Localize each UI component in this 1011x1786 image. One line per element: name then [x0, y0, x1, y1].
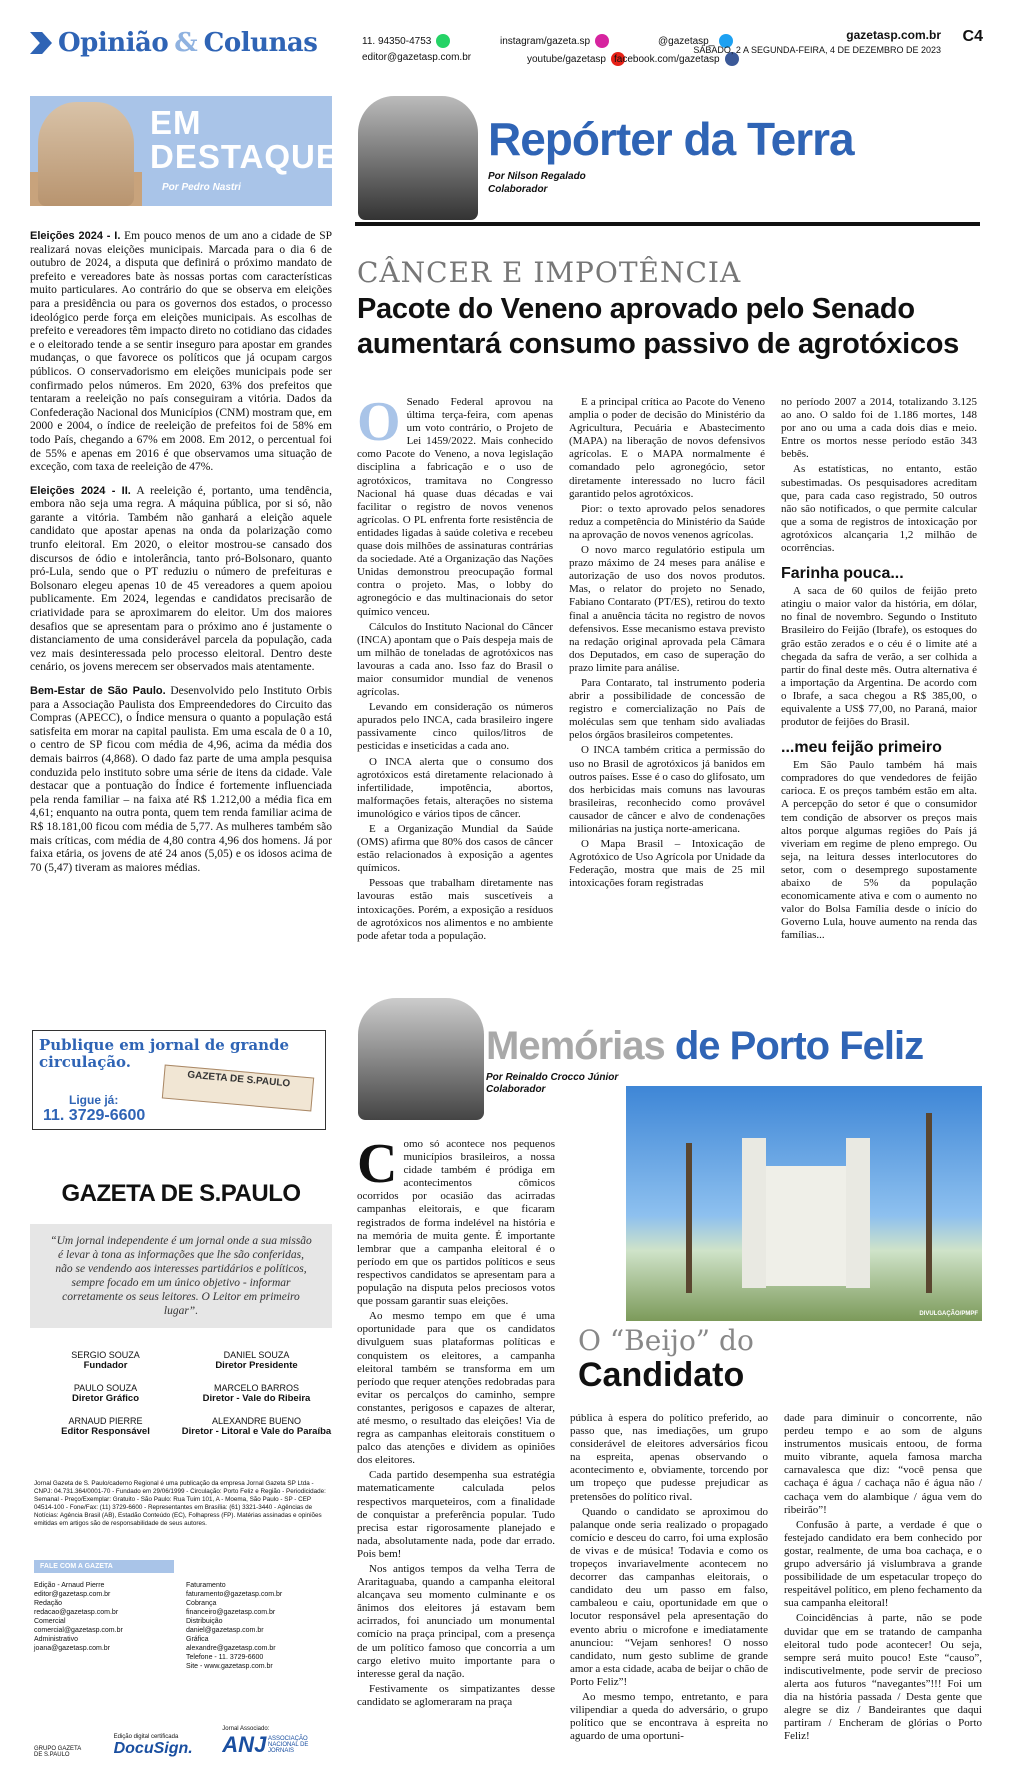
docusign-logo: Edição digital certificada DocuSign.	[113, 1734, 193, 1757]
palm-tree	[926, 1113, 932, 1293]
article-paragraph: no período 2007 a 2014, totalizando 3.125 ao ano. O saldo foi de 1.186 mortes, 148 por ano ou uma a cada dois dias e meio. Entre os mortos nesse período estão 343 bebês.	[781, 396, 977, 461]
memorias-column-1	[357, 1133, 555, 1711]
section-title-second: Colunas	[203, 28, 318, 58]
paragraph-lead: Bem-Estar de São Paulo.	[30, 685, 166, 697]
instagram-text[interactable]: instagram/gazeta.sp	[500, 35, 591, 47]
article-paragraph: Festivamente os simpatizantes desse candidato se aglomeraram na praça	[357, 1682, 555, 1708]
memorias-column-title: Memórias de Porto Feliz	[486, 1024, 924, 1068]
newspaper-illustration: GAZETA DE S.PAULO	[162, 1065, 314, 1112]
article-paragraph: A saca de 60 quilos de feijão preto atingiu o maior valor da história, em dólar, no final de novembro. Segundo o Instituto Brasileiro do Feijão (Ibrafe), os estoques do grão estão zerados e o céu é o limite até a chegada da safra de verão, a ser colhida a partir do final deste mês. Outra alternativa é a importação da Argentina. De acordo com o Ibrafe, a saca chegou a R$ 385,00, o equivalente a US$ 77,00, no Paraná, maior produtor de feijões do Brasil.	[781, 585, 977, 729]
masthead-quote: “Um jornal independente é um jornal onde a sua missão é levar à tona as informações que lhe são conferidas, não se vendendo aos interesses partidários e políticos, sempre focado em um único objetivo - informar corretamente os seus leitores. O Leitor em primeiro lugar”.	[30, 1224, 332, 1328]
staff-item: MARCELO BARROS Diretor - Vale do Ribeira	[202, 1383, 311, 1404]
article-paragraph: Confusão à parte, a verdade é que o festejado candidato era bem conhecido por gostar, realmente, de uma boa cachaça, e o grupo adversário já vislumbrava a grande possibilidade de um espetacular tropeço do respeitável político, em pleno fechamento da sua campanha eleitoral!	[784, 1518, 982, 1610]
article-paragraph: pública à espera do político preferido, ao passo que, nas imediações, um grupo considerável de eleitores adversários ficou na espreita, apenas observando o acontecimento e, obviamente, torcendo por um tropeço que pudesse prejudicar as pretensões do político rival.	[570, 1412, 768, 1503]
article-paragraph: Pessoas que trabalham diretamente nas lavouras estão mais suscetíveis a intoxicações. Porém, a exposição a resíduos de agrotóxicos nos alimentos e no ambiente pode afetar toda a população.	[357, 877, 553, 942]
publique-headline: Publique em jornal de grande circulação.	[39, 1036, 290, 1071]
email-text[interactable]: editor@gazetasp.com.br	[362, 52, 472, 63]
staff-item: DANIEL SOUZA Diretor Presidente	[215, 1350, 298, 1371]
contact-phone	[362, 34, 450, 48]
columnist-byline: Por Pedro Nastri	[162, 182, 241, 193]
article-paragraph: Cada partido desempenha sua estratégia matematicamente calculada pelos respectivos marqueteiros, com a finalidade de conquistar a preferência popular. Tudo precisa estar rigorosamente planejado e nada, absolutamente nada, pode dar errado. Pois bem!	[357, 1469, 555, 1560]
article-paragraph: Ao mesmo tempo em que é uma oportunidade para que os candidatos divulguem suas plataformas políticas e conquistem os eleitores, a campanha eleitoral também se transforma em um período que requer atenções redobradas para evitar os percalços do caminho, sempre constantes, perigosos e capazes de alterar, até mesmo, o resultado das eleições! Via de regra as campanhas eleitorais constituem o palco das atenções e dividem as opiniões dos eleitores.	[357, 1310, 555, 1467]
section-logo	[30, 28, 317, 58]
title-line-1: EM	[150, 104, 202, 141]
destaque-paragraph	[30, 485, 332, 675]
whatsapp-icon	[436, 34, 450, 48]
article-headline: Pacote do Veneno aprovado pelo Senado aumentará consumo passivo de agrotóxicos	[357, 293, 960, 360]
article-paragraph: Coincidências à parte, não se pode duvidar que em se tratando de campanha eleitoral tudo pode acontecer! Ou seja, sempre será muito pouco! Este “causo”, indiscutivelmente, pode servir de precioso alerta aos futuros “navegantes”!!! Foi um dia na história passada / Desta gente que alegre se diz / Bandeirantes que daqui partiram / Encheram de glórias o Porto Feliz!	[784, 1612, 982, 1743]
memorias-byline: Por Reinaldo Crocco Júnior Colaborador	[486, 1072, 619, 1095]
publique-ad[interactable]	[32, 1030, 326, 1130]
article-column-1	[357, 391, 553, 945]
header-right	[693, 28, 941, 55]
reporter-byline: Por Nilson Regalado Colaborador	[488, 171, 586, 195]
destaque-paragraph	[30, 230, 332, 475]
phone-text: 11. 94350-4753	[362, 35, 432, 47]
article-paragraph: Nos antigos tempos da velha Terra de Araritaguaba, quando a campanha eleitoral alcançava seu momento culminante e os ânimos dos eleitores já estavam bem acirrados, foi anunciado um monumental comício na praça principal, com a presença de um político famoso que concorria a um cargo eletivo muito importante para o interesse geral da nação.	[357, 1563, 555, 1680]
article-paragraph: Levando em consideração os números apurados pelo INCA, cada brasileiro ingere passivamente cinco quilos/litros de pesticidas e inseticidas a cada ano.	[357, 701, 553, 753]
twitter-text[interactable]: @gazetasp_	[658, 35, 715, 47]
legal-notice: Jornal Gazeta de S. Paulo/caderno Regional é uma publicação da empresa Jornal Gazeta SP Ltda - CNPJ: 04.731.364/0001-70 - Fundado em 29/06/1999 - Circulação: Porto Feliz e Região - Periodicidade: Semanal - Preço/Exemplar: Gratuito - São Paulo: Rua Tuim 101, A - Moema, São Paulo - SP - CEP 04514-100 - Fone/Fax: (11) 3729-6600 - Representantes em Brasília: (61) 3321-3440 - Agências de Notícias: Agência Brasil (AB), Estadão Conteúdo (EC), Folhapress (FP). Matérias assinadas e opiniões emitidas em artigos são de responsabilidade de seus autores.	[34, 1480, 326, 1527]
drop-cap: O	[357, 391, 401, 453]
staff-item: ALEXANDRE BUENO Diretor - Litoral e Vale do Paraíba	[181, 1416, 332, 1437]
article-paragraph: Para Contarato, tal instrumento poderia abrir a possibilidade de concessão de registro e comercialização no País de moléculas sem que tenham sido avaliadas pelos órgãos brasileiros competentes.	[569, 676, 765, 742]
masthead-name: GAZETA DE S.PAULO	[61, 1180, 301, 1207]
church-photo	[626, 1086, 982, 1321]
article-paragraph: Cálculos do Instituto Nacional do Câncer (INCA) apontam que o País despeja mais de um milhão de toneladas de agrotóxicos nas lavouras a cada ano. Isso faz do Brasil o maior consumidor mundial de venenos agrícolas.	[357, 620, 553, 699]
staff-item: SERGIO SOUZA Fundador	[71, 1350, 140, 1371]
divider	[355, 222, 980, 226]
staff-list	[30, 1350, 332, 1437]
article-paragraph: Como só acontece nos pequenos municípios brasileiros, a nossa cidade também é pródiga em acontecimentos cômicos ocorridos por ocasião das acirradas campanhas eleitorais, e que ficaram registrados de forma indelével na história e na memória de muita gente. É importante lembrar que a campanha eleitoral é o período em que os partidos políticos e seus respectivos candidatos se apresentam para a população na disputa pelos preciosos votos que possam garantir suas eleições.	[357, 1133, 555, 1308]
title-line-2: DESTAQUE	[150, 138, 339, 175]
article-paragraph: Em São Paulo também há mais compradores do que vendedores de feijão carioca. E os preços também estão em alta. A percepção do setor é que o consumidor tem condição de absorver os preços mais altos porque algumas regiões do País já viveriam em regime de pleno emprego. Ou seja, na leitura desses interlocutores do setor, com o desemprego supostamente abaixo de 5% da população economicamente ativa e com o aumento no valor do Bolsa Família desde o início do Governo Lula, houve aumento na renda das famílias...	[781, 759, 977, 942]
anj-logo: Jornal Associado: ANJ ASSOCIAÇÃO NACIONAL DE JORNAIS	[222, 1726, 309, 1757]
fale-left-list: Edição - Arnaud Pierre editor@gazetasp.com.br Redação redacao@gazetasp.com.br Comercial comercial@gazetasp.com.br Administrativo joana@gazetasp.com.br	[34, 1582, 123, 1652]
contact-email[interactable]	[362, 52, 471, 63]
staff-item: PAULO SOUZA Diretor Gráfico	[71, 1383, 140, 1404]
article-kicker: O “Beijo” do	[578, 1324, 754, 1357]
masthead	[30, 1180, 332, 1437]
em-destaque-banner	[30, 96, 339, 206]
photo-credit: DIVULGAÇÃO/PMPF	[919, 1311, 978, 1317]
article-paragraph: O Mapa Brasil – Intoxicação de Agrotóxico de Uso Agrícola por Unidade da Federação, mostra que mais de 25 mil intoxicações foram registradas	[569, 838, 765, 890]
paragraph-text: Desenvolvido pelo Instituto Orbis para a Associação Paulista dos Empreendedores do Circuito das Compras (APECC), o Índice mensura o quanto a população está satisfeita em morar na capital paulista. Em uma escala de 0 a 10, o centro de SP ficou com média de 4,96, acima da média dos demais bairros (4,868). O dado faz parte de uma ampla pesquisa conduzida pelo instituto sobre uma série de itens da cidade. Vale destacar que a pontuação do Índice é fortemente influenciada pela renda familiar – na faixa até R$ 1.212,00 a média fica em 4,61; enquanto na outra ponta, quem tem renda familiar acima de R$ 18.181,00 ficou com média de 5,77. As mulheres também são mais críticas, com média de 4,80 contra 4,96 dos homens. Já por faixa etária, os jovens de até 24 anos (5,05) e os idosos acima de 70 (5,47) tiveram as maiores médias.	[30, 685, 332, 874]
columnist-photo	[38, 102, 134, 206]
article-paragraph: Quando o candidato se aproximou do palanque onde seria realizado o propagado comício e desceu do carro, foi uma explosão de vivas e de música! Todavia e como os tropeços invariavelmente acontecem no decorrer das campanhas eleitorais, o candidato deu um passo em falso, cambaleou e caiu, oportunidade em que o locutor responsável pela apresentação do evento abriu o microfone e imediatamente anunciou: “Vejam senhores! O nosso candidato, num gesto sublime de grande amor a esta cidade, acaba de beijar o chão de Porto Feliz”!	[570, 1505, 768, 1688]
paragraph-lead: Eleições 2024 - I.	[30, 230, 121, 242]
church-tower	[742, 1138, 766, 1288]
article-paragraph: O INCA alerta que o consumo dos agrotóxicos está diretamente relacionado à infertilidade, impotência, abortos, malformações fetais, alterações no sistema imunológico e vários tipos de câncer.	[357, 755, 553, 820]
article-column-2	[569, 396, 765, 892]
drop-cap: C	[357, 1133, 398, 1195]
section-title-amp: &	[174, 28, 198, 58]
article-kicker: CÂNCER E IMPOTÊNCIA	[357, 256, 742, 289]
chevron-right-icon	[30, 32, 52, 54]
reporter-columnist-photo	[358, 96, 478, 220]
article-paragraph: dade para diminuir o concorrente, não perdeu tempo e ao som de alguns instrumentos musicais entoou, de forma muito vibrante, aquela famosa marcha carnavalesca que diz: “você pensa que cachaça é água / cachaça não é água não / cachaça vem do alambique / água vem do ribeirão”!	[784, 1412, 982, 1516]
memorias-column-2	[570, 1412, 768, 1745]
memorias-column-3	[784, 1412, 982, 1745]
fale-com-a-gazeta	[34, 1560, 328, 1671]
fale-title: FALE COM A GAZETA	[34, 1560, 174, 1573]
em-destaque-title	[150, 106, 339, 174]
publique-ligue: Ligue já:	[69, 1093, 119, 1107]
article-paragraph: Ao mesmo tempo, entretanto, e para vilipendiar a queda do adversário, o grupo político que se encontrava à espreita no aguardo de uma oportuni-	[570, 1690, 768, 1743]
facebook-text[interactable]: facebook.com/gazetasp	[614, 53, 720, 65]
article-paragraph: As estatísticas, no entanto, estão subestimadas. Os pesquisadores acreditam que, para cada caso registrado, 50 outros não são notificados, o que permite calcular que a soma de registros de intoxicação por agrotóxicos alcançaria 1,2 milhão de ocorrências.	[781, 463, 977, 555]
footer-logos	[34, 1708, 328, 1758]
memorias-columnist-photo	[358, 998, 484, 1120]
instagram-icon[interactable]	[595, 34, 609, 48]
page-number: C4	[962, 28, 983, 45]
section-title-main: Opinião	[58, 28, 169, 58]
grupo-logo: GRUPO GAZETA DE S.PAULO	[34, 1746, 81, 1758]
edition-date: SÁBADO, 2 A SEGUNDA-FEIRA, 4 DE DEZEMBRO DE 2023	[693, 45, 941, 55]
article-paragraph: O novo marco regulatório estipula um prazo máximo de 24 meses para análise e autorização de uso dos novos produtos. Mas, o relator do projeto no Senado, Fabiano Contarato (PT/ES), retirou do texto final a anuência tácita no registro de novos defensivos. Esse mecanismo estava previsto na redação original aprovada pela Câmara dos Deputados, em caso de superação do prazo limite para análise.	[569, 544, 765, 674]
article-paragraph: E a principal crítica ao Pacote do Veneno amplia o poder de decisão do Ministério da Agricultura, Pecuária e Abastecimento (MAPA) na liberação de novos defensivos agrícolas. E o MAPA normalmente é comandado pelo agronegócio, setor diretamente interessado no lucro fácil garantido pelos agrotóxicos.	[569, 396, 765, 500]
site-url[interactable]: gazetasp.com.br	[846, 28, 941, 42]
publique-phone[interactable]: 11. 3729-6600	[43, 1107, 146, 1124]
article-paragraph: E a Organização Mundial da Saúde (OMS) afirma que 80% dos casos de câncer estão relacionados à exposição a agentes químicos.	[357, 823, 553, 875]
article-subheading: ...meu feijão primeiro	[781, 739, 942, 757]
destaque-paragraph	[30, 685, 332, 875]
article-column-3	[781, 396, 977, 944]
article-headline: Candidato	[578, 1356, 745, 1394]
paragraph-lead: Eleições 2024 - II.	[30, 484, 131, 497]
article-paragraph: O INCA também critica a permissão do uso no Brasil de agrotóxicos já banidos em outros países. Esse é o caso do glifosato, um dos herbicidas mais comuns nas lavouras brasileiras, reconhecido como provável causador de câncer e alvo de condenações milionárias na justiça norte-americana.	[569, 744, 765, 835]
paragraph-text: Em pouco menos de um ano a cidade de SP realizará novas eleições municipais. Marcada para o dia 6 de outubro de 2024, a disputa que definirá o próximo mandato de prefeito e vereadores bate às nossas portas com características muito particulares. Ao contrário do que se observa em eleições para a presidência ou para os governos dos estados, o processo ideológico perde força em eleições municipais. As escolhas de prefeito e vereadores têm impacto direto no cotidiano das cidades e o eleitorado tende a se sentir inseguro para apostar em grandes mudanças, o que favorece os políticos que já ocupam cargos públicos. O conservadorismo em eleições municipais pode ser confirmado pelos números. Em 2020, 63% dos prefeitos que tentaram a reeleição no país conseguiram a vitória. Dados da Confederação Nacional dos Municípios (CNM) mostram que, em 2000 e 2004, o índice de reeleição de prefeitos foi de 58% em todo País, chegando a 67% em 2008. Em 2012, o percentual foi de 55% e apenas em 2016 é que observamos uma situação de exceção, com taxa de reeleição de 47%.	[30, 230, 332, 474]
reporter-column-title: Repórter da Terra	[488, 113, 854, 165]
church-tower	[846, 1138, 870, 1288]
destaque-column	[30, 230, 332, 885]
contact-youtube[interactable]	[527, 52, 625, 66]
fale-right-list: Faturamento faturamento@gazetasp.com.br Cobrança financeiro@gazetasp.com.br Distribuição daniel@gazetasp.com.br Gráfica alexandre@gazetasp.com.br Telefone - 11. 3729-6600 Site - www.gazetasp.com.br	[186, 1582, 283, 1670]
contact-instagram[interactable]	[500, 34, 609, 48]
staff-item: ARNAUD PIERRE Editor Responsável	[61, 1416, 150, 1437]
palm-tree	[686, 1143, 692, 1293]
article-subheading: Farinha pouca...	[781, 565, 904, 583]
article-paragraph: Pior: o texto aprovado pelos senadores reduz a competência do Ministério da Saúde na aprovação de novos venenos agrícolas.	[569, 502, 765, 541]
paragraph-text: A reeleição é, portanto, uma tendência, embora não seja uma regra. A máquina pública, por si só, não garante a vitória. Também não ganhará a eleição aquele candidato que apostar apenas na onda da polarização como trunfo eleitoral. Em 2020, o eleitor mostrou-se cansado dos discursos de ódio e intolerância, tanto pró-Bolsonaro, quanto pró-Lula, sendo que o PT reduziu o número de prefeituras e Bolsonaro elegeu apenas 10 de 45 vereadores a quem apoiou publicamente. Em 2024, legendas e candidatos precisarão de criatividade para se aproximarem do eleitor. Um dos maiores desafios que se apresentam para o próximo ano é justamente o distanciamento de uma considerável parcela da população, cada vez mais desinteressada pelo processo eleitoral. Dentro deste cenário, os jovens merecem ser observados mais atentamente.	[30, 484, 332, 674]
youtube-text[interactable]: youtube/gazetasp	[527, 53, 606, 65]
article-paragraph: O Senado Federal aprovou na última terça-feira, com apenas um voto contrário, o Projeto de Lei 1459/2022. Mais conhecido como Pacote do Veneno, a nova legislação disciplina a fabricação e o uso de agrotóxicos, tramitava no Congresso Nacional há quase duas décadas e vai facilitar o registro de novos venenos agrícolas. O PL enfrenta forte resistência de entidades ligadas à saúde coletiva e recebeu quase dois milhões de assinaturas contrárias da sociedade. Até a Organização das Nações Unidas demonstrou preocupação formal contra o projeto. Mas, o lobby do agronegócio e das multinacionais do setor químico venceu.	[357, 391, 553, 618]
